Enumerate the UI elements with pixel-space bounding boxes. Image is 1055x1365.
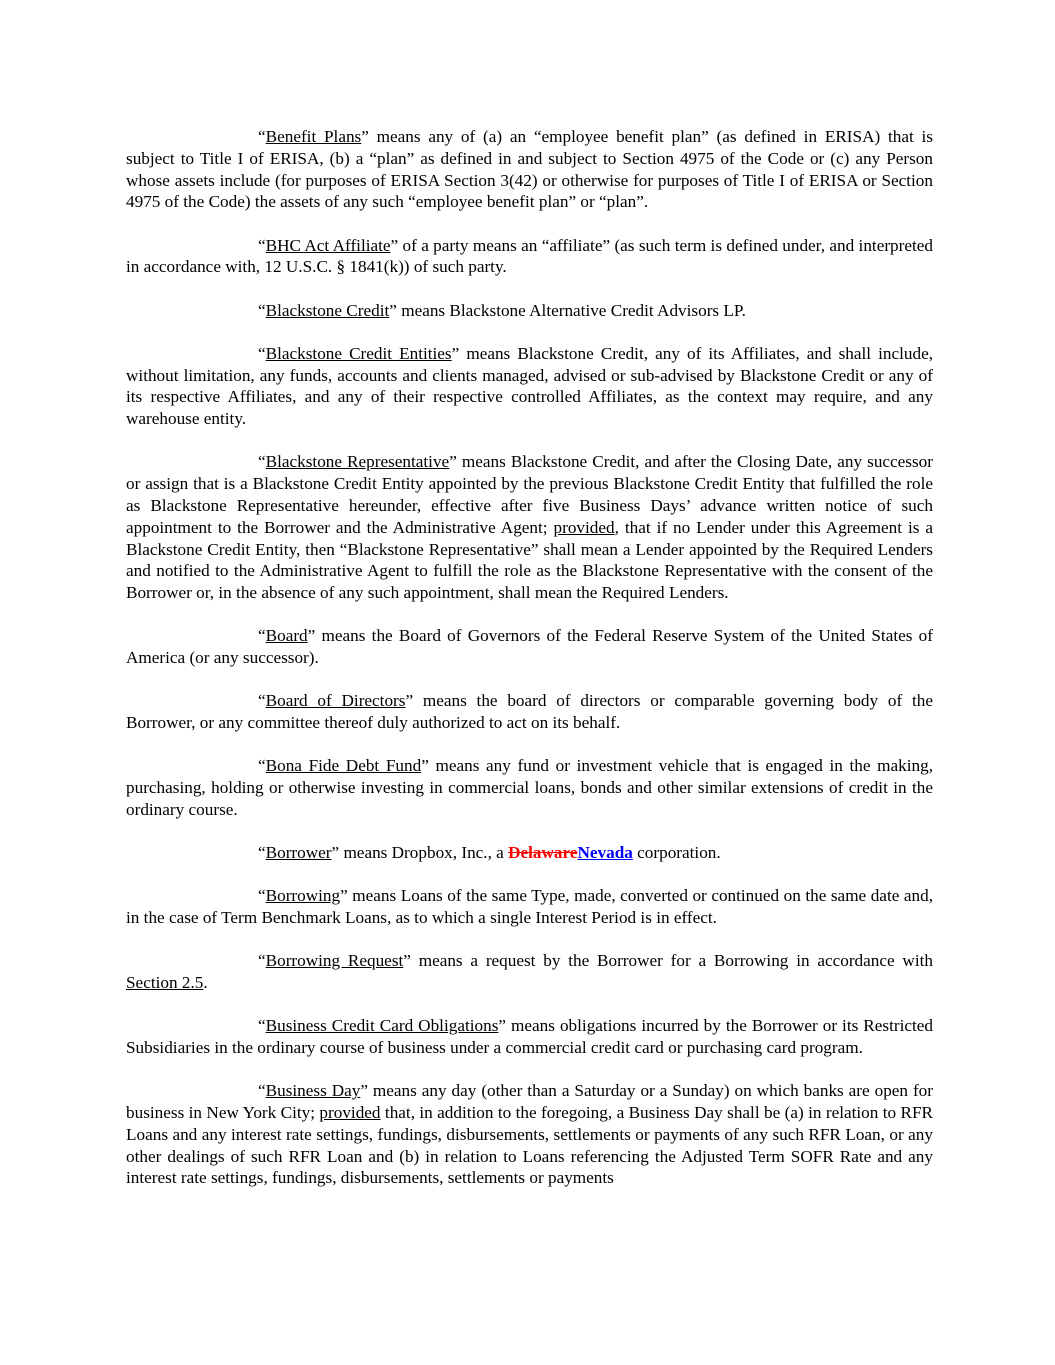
defined-term: Blackstone Credit Entities [265, 343, 452, 363]
defined-term: Bona Fide Debt Fund [265, 756, 422, 776]
definition-text: ” means the Board of Governors of the Federal Reserve System of the United States of America (or any successor). [126, 626, 933, 668]
definition-text-continued: , that if no Lender under this Agreement is a Blackstone Credit Entity, then “Blackstone Representative” shall mean a Lender appointed by the Required Lenders and notified to the Administrative Agent to fulfill the role as the Blackstone Representative with the consent of the Borrower or, in the absence of any such appointment, shall mean the Required Lenders. [126, 517, 933, 603]
provided-term: provided [553, 517, 615, 537]
definition-text-continued: . [203, 973, 208, 993]
definition-text-continued: that, in addition to the foregoing, a Business Day shall be (a) in relation to RFR Loans and any interest rate settings, fundings, disbursements, settlements or payments of any such RFR Loan, or any other dealings of such RFR Loan and (b) in relation to Loans referencing the Adjusted Term SOFR Rate and any interest rate settings, fundings, disbursements, settlements or payments [126, 1102, 934, 1188]
open-quote: “ [258, 691, 266, 711]
open-quote: “ [258, 1016, 266, 1036]
defined-term: Borrowing Request [265, 951, 404, 971]
definition-benefit-plans [126, 126, 933, 213]
definition-text: ” means any day (other than a Saturday or a Sunday) on which banks are open for business in New York City; [126, 1081, 933, 1122]
definition-borrowing [126, 885, 933, 929]
defined-term: Borrowing [265, 886, 341, 906]
deleted-text: Delaware [508, 843, 578, 863]
definition-borrower [126, 842, 933, 864]
defined-term: Borrower [265, 843, 332, 863]
open-quote: “ [258, 1081, 266, 1101]
provided-term: provided [319, 1102, 381, 1122]
open-quote: “ [258, 127, 266, 146]
inserted-text: Nevada [577, 843, 633, 863]
definition-text: ” means any fund or investment vehicle that is engaged in the making, purchasing, holding or otherwise investing in commercial loans, bonds and other similar extensions of credit in the ordinary course. [126, 756, 934, 819]
definition-text: ” means Blackstone Alternative Credit Advisors LP. [389, 300, 746, 320]
defined-term: BHC Act Affiliate [265, 235, 391, 255]
open-quote: “ [258, 886, 266, 906]
defined-term: Benefit Plans [265, 127, 362, 146]
open-quote: “ [258, 235, 266, 255]
definition-text: ” means Dropbox, Inc., a [331, 843, 509, 863]
definition-board [126, 625, 933, 669]
defined-term: Blackstone Credit [265, 300, 390, 320]
definition-text: ” means the board of directors or comparable governing body of the Borrower, or any committee thereof duly authorized to act on its behalf. [126, 691, 933, 733]
open-quote: “ [258, 343, 266, 363]
definition-blackstone-credit-entities [126, 343, 933, 430]
definition-bona-fide-debt-fund [126, 755, 933, 820]
defined-term: Business Day [265, 1081, 361, 1101]
definition-business-day [126, 1080, 933, 1189]
section-reference: Section 2.5 [126, 973, 204, 993]
defined-term: Business Credit Card Obligations [265, 1016, 499, 1036]
definition-bhc-act-affiliate [126, 235, 933, 279]
defined-term: Board [265, 626, 308, 646]
open-quote: “ [258, 300, 266, 320]
document-page [126, 126, 933, 1211]
definition-borrowing-request [126, 950, 933, 994]
definition-text-continued: corporation. [632, 843, 721, 863]
open-quote: “ [258, 843, 266, 863]
defined-term: Board of Directors [265, 691, 406, 711]
definition-text: ” means a request by the Borrower for a Borrowing in accordance with [403, 951, 933, 971]
open-quote: “ [258, 756, 266, 776]
open-quote: “ [258, 452, 266, 472]
definition-business-credit-card-obligations [126, 1015, 933, 1059]
definition-blackstone-representative [126, 451, 933, 604]
open-quote: “ [258, 951, 266, 971]
definition-text: ” means Loans of the same Type, made, converted or continued on the same date and, in the case of Term Benchmark Loans, as to which a single Interest Period is in effect. [126, 886, 933, 928]
definition-text: ” means obligations incurred by the Borrower or its Restricted Subsidiaries in the ordinary course of business under a commercial credit card or purchasing card program. [126, 1016, 933, 1057]
defined-term: Blackstone Representative [265, 452, 450, 472]
open-quote: “ [258, 626, 266, 646]
definition-text: ” of a party means an “affiliate” (as such term is defined under, and interpreted in accordance with, 12 U.S.C. § 1841(k)) of such party. [126, 235, 933, 277]
definition-blackstone-credit [126, 300, 933, 322]
definition-text: ” means any of (a) an “employee benefit plan” (as defined in ERISA) that is subject to Title I of ERISA, (b) a “plan” as defined in and subject to Section 4975 of the Code or (c) any Person whose assets include (for purposes of ERISA Section 3(42) or otherwise for purposes of Title I of ERISA or Section 4975 of the Code) the assets of any such “employee benefit plan” or “plan”. [126, 127, 933, 212]
definition-text: ” means Blackstone Credit, and after the Closing Date, any successor or assign that is a Blackstone Credit Entity appointed by the previous Blackstone Credit Entity that fulfilled the role as Blackstone Representative hereunder, effective after five Business Days’ advance written notice of such appointment to the Borrower and the Administrative Agent; [126, 452, 933, 537]
definition-text: ” means Blackstone Credit, any of its Affiliates, and shall include, without limitation, any funds, accounts and clients managed, advised or sub-advised by Blackstone Credit or any of its respective Affiliates, and any of their respective controlled Affiliates, as the context may require, and any warehouse entity. [126, 343, 934, 429]
definition-board-of-directors [126, 690, 933, 734]
